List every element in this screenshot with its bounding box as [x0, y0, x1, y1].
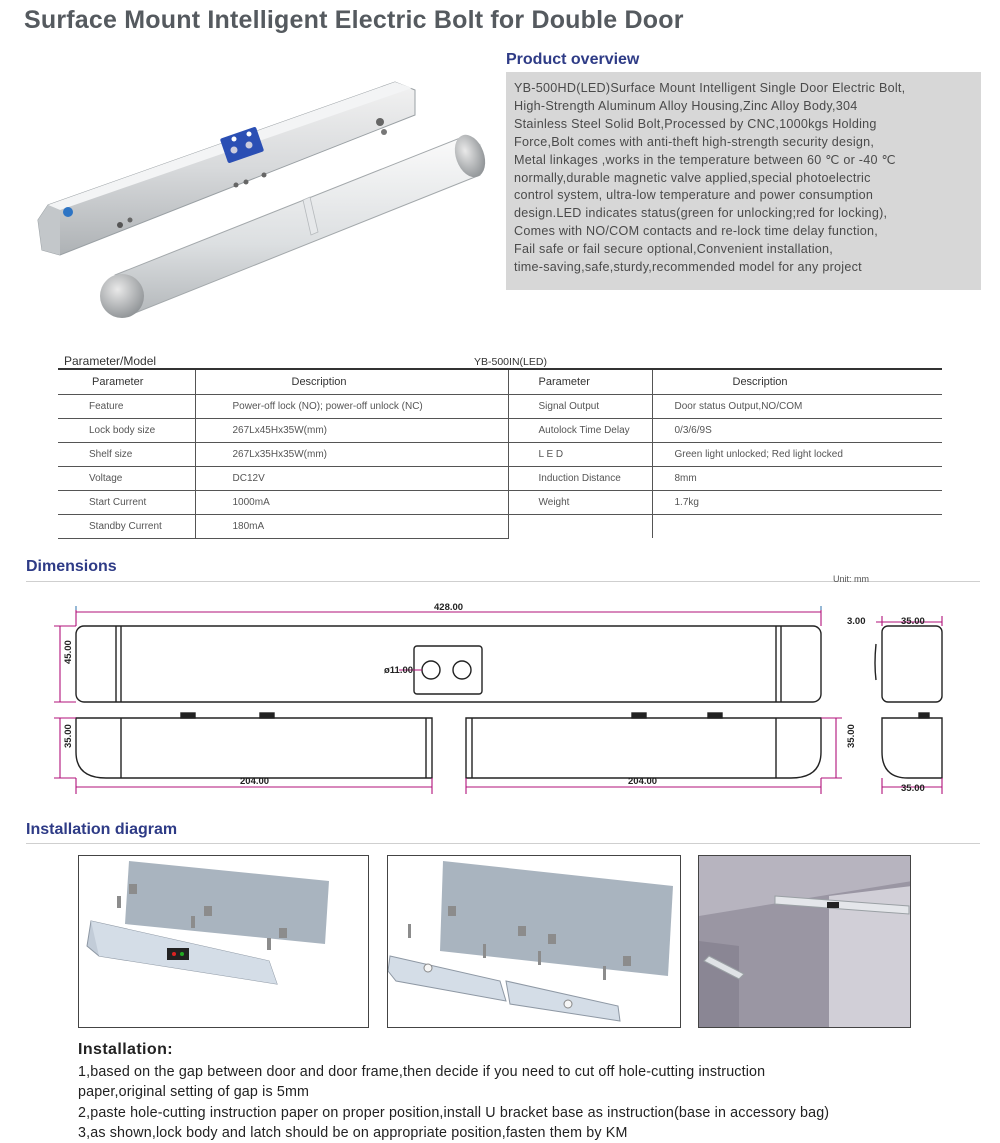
- drawing-latch-left: [76, 718, 432, 778]
- spec-row: [58, 514, 942, 538]
- spec-header-row: [58, 370, 942, 394]
- spec-cell: 1000mA: [195, 490, 508, 514]
- spec-cell: 180mA: [195, 514, 508, 538]
- spec-cell: Feature: [58, 394, 195, 418]
- overview-line: time-saving,safe,sturdy,recommended model for any project: [514, 260, 862, 275]
- dimensions-heading: Dimensions: [26, 558, 117, 575]
- spec-column-header: Description: [195, 370, 508, 394]
- drawing-hole: [453, 661, 471, 679]
- dim-label-total-length: 428.00: [434, 602, 464, 613]
- spec-cell: 267Lx45Hx35W(mm): [195, 418, 508, 442]
- spec-cell: Power-off lock (NO); power-off unlock (NC): [195, 394, 508, 418]
- dim-label-body-height: 45.00: [63, 640, 74, 664]
- door-panel: [440, 861, 673, 976]
- dimension-drawing: [24, 582, 984, 802]
- spec-cell: 8mm: [652, 466, 942, 490]
- spec-cell: 1.7kg: [652, 490, 942, 514]
- installation-panel-1: [78, 855, 369, 1028]
- overview-box: [506, 72, 981, 290]
- drawing-led-panel: [414, 646, 482, 694]
- installation-step: 2,paste hole-cutting instruction paper on proper position,install U bracket base as instruction(base in accessory bag): [78, 1104, 830, 1121]
- dim-label-hole: ø11.00: [384, 665, 414, 676]
- overview-line: Comes with NO/COM contacts and re-lock time delay function,: [514, 224, 879, 239]
- model-number: YB-500IN(LED): [474, 356, 547, 368]
- drawing-side-view-top: [882, 626, 942, 702]
- spec-row: [58, 394, 942, 418]
- lock-body: [38, 82, 415, 255]
- installation-panel-3: [698, 855, 911, 1028]
- unit-label: Unit: mm: [833, 574, 869, 584]
- spec-row: [58, 490, 942, 514]
- parameter-table: [58, 352, 942, 539]
- dim-label-right-length: 204.00: [628, 776, 658, 787]
- installation-step: 3,as shown,lock body and latch should be on appropriate position,fasten them by KM: [78, 1124, 628, 1141]
- installation-diagram-heading: Installation diagram: [26, 821, 178, 838]
- overview-line: Metal linkages ,works in the temperature between 60 ℃ or -40 ℃: [514, 152, 896, 167]
- spec-cell: DC12V: [195, 466, 508, 490]
- overview-line: control system, ultra-low temperature and power consumption: [514, 188, 874, 203]
- spec-cell: [508, 514, 652, 538]
- overview-line: Fail safe or fail secure optional,Convenient installation,: [514, 242, 834, 257]
- spec-cell: [652, 514, 942, 538]
- overview-line: YB-500HD(LED)Surface Mount Intelligent Single Door Electric Bolt,: [514, 81, 906, 95]
- spec-cell: Standby Current: [58, 514, 195, 538]
- overview-heading: Product overview: [506, 51, 640, 68]
- dim-label-left-length: 204.00: [240, 776, 270, 787]
- spec-column-header: Description: [652, 370, 942, 394]
- spec-cell: Lock body size: [58, 418, 195, 442]
- overview-line: High-Strength Aluminum Alloy Housing,Zinc Alloy Body,304: [514, 98, 858, 113]
- installation-panel-2: [387, 855, 681, 1028]
- spec-cell: Signal Output: [508, 394, 652, 418]
- dim-label-side-width-top: 35.00: [901, 616, 925, 627]
- parameter-table-header: [58, 352, 942, 370]
- spec-table: [58, 370, 942, 539]
- drawing-side-view-bottom: [882, 718, 942, 778]
- installation-steps: [78, 1062, 978, 1143]
- page-title: Surface Mount Intelligent Electric Bolt for Double Door: [24, 6, 684, 34]
- spec-cell: Door status Output,NO/COM: [652, 394, 942, 418]
- drawing-latch-right: [466, 718, 821, 778]
- overview-line: Stainless Steel Solid Bolt,Processed by CNC,1000kgs Holding: [514, 116, 877, 131]
- spec-cell: Induction Distance: [508, 466, 652, 490]
- spec-cell: Shelf size: [58, 442, 195, 466]
- spec-column-header: Parameter: [508, 370, 652, 394]
- spec-row: [58, 418, 942, 442]
- spec-cell: 267Lx35Hx35W(mm): [195, 442, 508, 466]
- dim-label-latch-height-right: 35.00: [846, 724, 857, 748]
- parameter-model-label: Parameter/Model: [64, 354, 157, 368]
- spec-column-header: Parameter: [58, 370, 195, 394]
- dim-label-latch-height-left: 35.00: [63, 724, 74, 748]
- overview-line: Force,Bolt comes with anti-theft high-strength security design,: [514, 134, 875, 149]
- drawing-hole: [422, 661, 440, 679]
- section-divider: [26, 843, 980, 844]
- installation-step: 1,based on the gap between door and door frame,then decide if you need to cut off hole-cutting instruction: [78, 1064, 766, 1080]
- spec-cell: Start Current: [58, 490, 195, 514]
- door-panel: [125, 861, 329, 944]
- spec-cell: 0/3/6/9S: [652, 418, 942, 442]
- dim-label-gap: 3.00: [847, 616, 866, 627]
- spec-cell: Weight: [508, 490, 652, 514]
- overview-line: normally,durable magnetic valve applied,special photoelectric: [514, 170, 871, 185]
- installation-step: paper,original setting of gap is 5mm: [78, 1084, 310, 1101]
- product-image: [20, 60, 500, 330]
- dim-label-side-width-bottom: 35.00: [901, 783, 925, 794]
- installation-subheading: Installation:: [78, 1041, 173, 1058]
- led-panel: [167, 948, 189, 960]
- drawing-lock-body: [76, 626, 821, 702]
- spec-cell: L E D: [508, 442, 652, 466]
- spec-cell: Voltage: [58, 466, 195, 490]
- overview-text: [514, 80, 971, 277]
- spec-cell: Autolock Time Delay: [508, 418, 652, 442]
- overview-line: design.LED indicates status(green for unlocking;red for locking),: [514, 206, 888, 221]
- spec-row: [58, 466, 942, 490]
- spec-cell: Green light unlocked; Red light locked: [652, 442, 942, 466]
- spec-row: [58, 442, 942, 466]
